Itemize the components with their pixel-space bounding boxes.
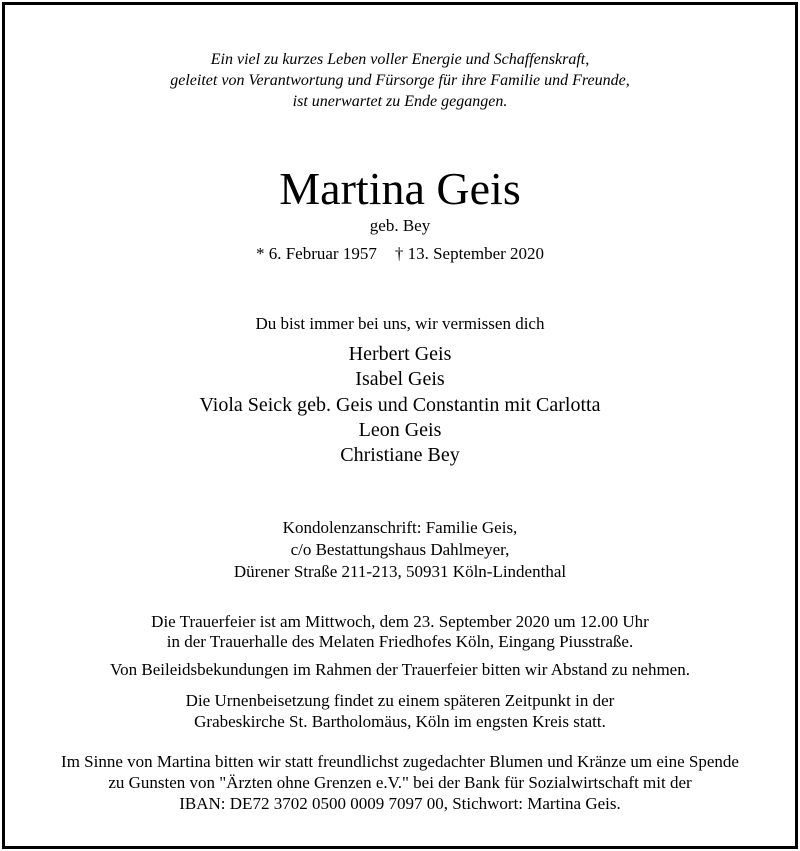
mourner: Herbert Geis [348, 343, 452, 365]
motto: Du bist immer bei uns, wir vermissen dich [255, 314, 545, 333]
mourner: Isabel Geis [355, 368, 445, 390]
mourner: Leon Geis [358, 419, 442, 441]
mourner: Viola Seick geb. Geis und Constantin mit Carlotta [199, 394, 601, 416]
donation-line-1: Im Sinne von Martina bitten wir statt freundlichst zugedachter Blumen und Kränze um eine Spende [61, 752, 739, 771]
condolence-line-3: Dürener Straße 211-213, 50931 Köln-Lindenthal [233, 562, 567, 581]
birth-name: geb. Bey [369, 216, 431, 235]
death-date: † 13. September 2020 [394, 244, 545, 263]
condolence-note: Von Beileidsbekundungen im Rahmen der Trauerfeier bitten wir Abstand zu nehmen. [110, 660, 690, 679]
birth-date: * 6. Februar 1957 [255, 244, 377, 263]
urn-line-2: Grabeskirche St. Bartholomäus, Köln im engsten Kreis statt. [194, 712, 606, 731]
donation-line-2: zu Gunsten von "Ärzten ohne Grenzen e.V." bei der Bank für Sozialwirtschaft mit der [108, 773, 692, 792]
condolence-line-2: c/o Bestattungshaus Dahlmeyer, [290, 540, 510, 559]
intro-line-3: ist unerwartet zu Ende gegangen. [292, 93, 508, 110]
intro-line-1: Ein viel zu kurzes Leben voller Energie und Schaffenskraft, [210, 51, 590, 68]
urn-line-1: Die Urnenbeisetzung findet zu einem späteren Zeitpunkt in der [185, 691, 615, 710]
life-dates [0, 243, 800, 265]
funeral-line-2: in der Trauerhalle des Melaten Friedhofes Köln, Eingang Piusstraße. [166, 632, 634, 651]
intro-line-2: geleitet von Verantwortung und Fürsorge für ihre Familie und Freunde, [170, 72, 630, 89]
deceased-name: Martina Geis [279, 163, 521, 214]
funeral-line-1: Die Trauerfeier ist am Mittwoch, dem 23. September 2020 um 12.00 Uhr [151, 612, 649, 631]
donation-line-3: IBAN: DE72 3702 0500 0009 7097 00, Stichwort: Martina Geis. [179, 794, 621, 813]
condolence-line-1: Kondolenzanschrift: Familie Geis, [282, 518, 518, 537]
mourner: Christiane Bey [340, 444, 460, 466]
